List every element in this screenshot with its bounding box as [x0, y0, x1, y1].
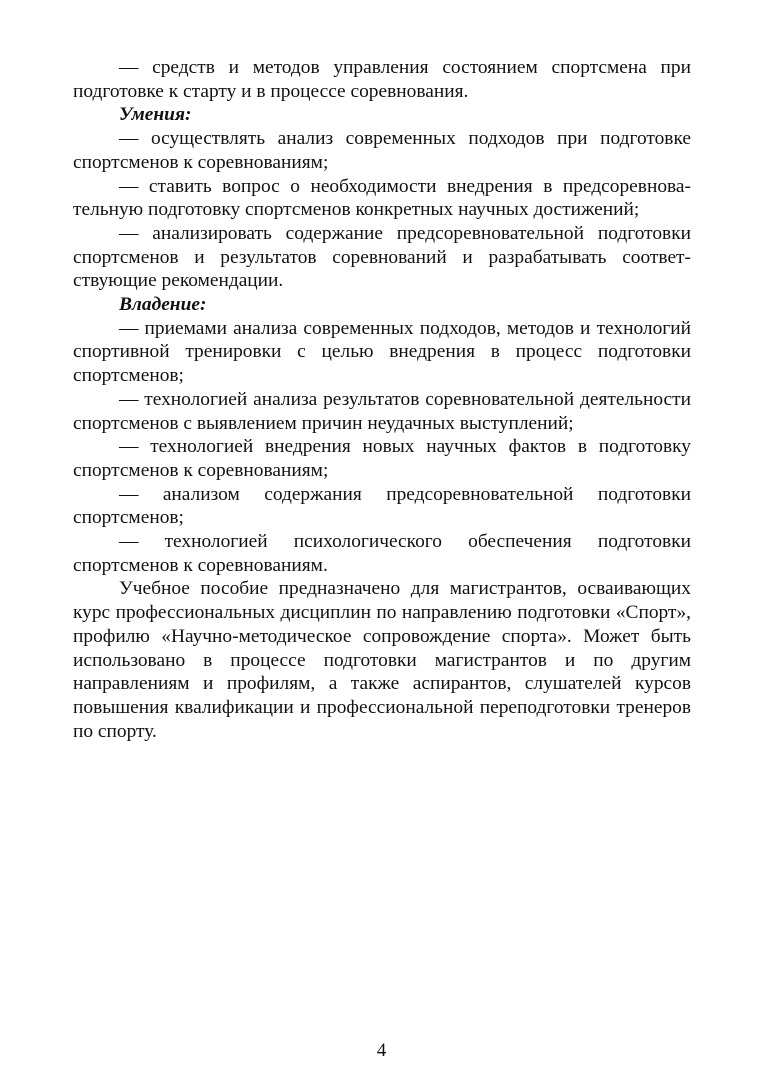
skills-item-3: — анализировать содержание предсоревновательной подготовки спортсменов и результатов соревнований и разрабатывать соответствующие рекомендации. [73, 222, 691, 292]
mastery-item-2: — технологией анализа результатов соревновательной деятельности спортсменов с выявлением причин неудачных выступлений; [73, 388, 691, 434]
purpose-paragraph: Учебное пособие предназначено для магистрантов, осваивающих курс профессиональных дисциплин по направлению подготовки «Спорт», профилю «Научно-методическое сопровождение спорта». Может быть использовано в процессе подготовки магистрантов и по другим направлениям и профилям, а также аспирантов, слушателей курсов повышения квалификации и профессиональной переподготовки тренеров по спорту. [73, 578, 691, 742]
mastery-item-4: — анализом содержания предсоревновательной подготовки спортсменов; [73, 483, 691, 529]
mastery-heading: Владение: [119, 294, 207, 316]
knowledge-item: — средств и методов управления состоянием спортсмена при подготовке к старту и в процессе соревнования. [73, 57, 691, 102]
page-number: 4 [376, 1040, 387, 1061]
document-body [73, 56, 691, 743]
mastery-item-5: — технологией психологического обеспечения подготовки спортсменов к соревнованиям. [73, 531, 691, 576]
skills-item-2: — ставить вопрос о необходимости внедрения в предсоревновательную подготовку спортсменов конкретных научных достижений; [73, 175, 691, 221]
mastery-item-1: — приемами анализа современных подходов, методов и технологий спортивной тренировки с целью внедрения в процесс подготовки спортсменов; [73, 317, 691, 387]
skills-heading: Умения: [119, 104, 192, 126]
skills-item-1: — осуществлять анализ современных подходов при подготовке спортсменов к соревнованиям; [73, 128, 691, 173]
mastery-item-3: — технологией внедрения новых научных фактов в подготовку спортсменов к соревнованиям; [73, 436, 691, 481]
